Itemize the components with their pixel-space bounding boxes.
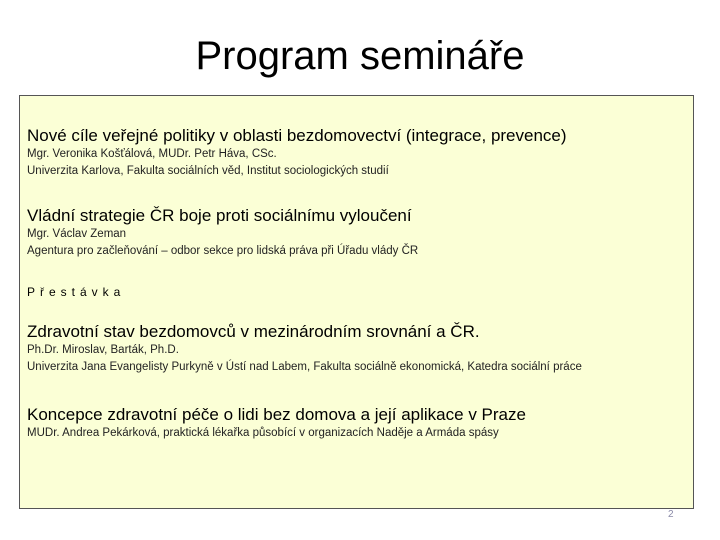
program-item bbox=[27, 322, 582, 376]
program-item bbox=[27, 126, 567, 180]
program-box bbox=[19, 95, 694, 509]
program-item-heading: Zdravotní stav bezdomovců v mezinárodním srovnání a ČR. bbox=[27, 322, 480, 341]
program-item-speaker: Ph.Dr. Miroslav, Barták, Ph.D. bbox=[27, 344, 179, 356]
program-item-affiliation: Agentura pro začleňování – odbor sekce pro lidská práva při Úřadu vlády ČR bbox=[27, 245, 419, 257]
slide-title: Program semináře bbox=[195, 34, 525, 78]
program-item-speaker: MUDr. Andrea Pekárková, praktická lékařka působící v organizacích Naděje a Armáda spásy bbox=[27, 427, 499, 439]
program-item-affiliation: Univerzita Karlova, Fakulta sociálních věd, Institut sociologických studií bbox=[27, 165, 389, 177]
page-number: 2 bbox=[668, 509, 674, 520]
program-item-heading: Nové cíle veřejné politiky v oblasti bezdomovectví (integrace, prevence) bbox=[27, 126, 567, 145]
program-item bbox=[27, 405, 526, 442]
program-item-heading: Koncepce zdravotní péče o lidi bez domova a její aplikace v Praze bbox=[27, 405, 526, 424]
program-item bbox=[27, 206, 418, 260]
break-label: Přestávka bbox=[27, 285, 126, 299]
program-item-heading: Vládní strategie ČR boje proti sociálnímu vyloučení bbox=[27, 206, 412, 225]
program-item-speaker: Mgr. Václav Zeman bbox=[27, 228, 127, 240]
program-item-affiliation: Univerzita Jana Evangelisty Purkyně v Ústí nad Labem, Fakulta sociálně ekonomická, Katedra sociální práce bbox=[27, 361, 582, 373]
program-item-speaker: Mgr. Veronika Košťálová, MUDr. Petr Háva, CSc. bbox=[27, 148, 277, 160]
